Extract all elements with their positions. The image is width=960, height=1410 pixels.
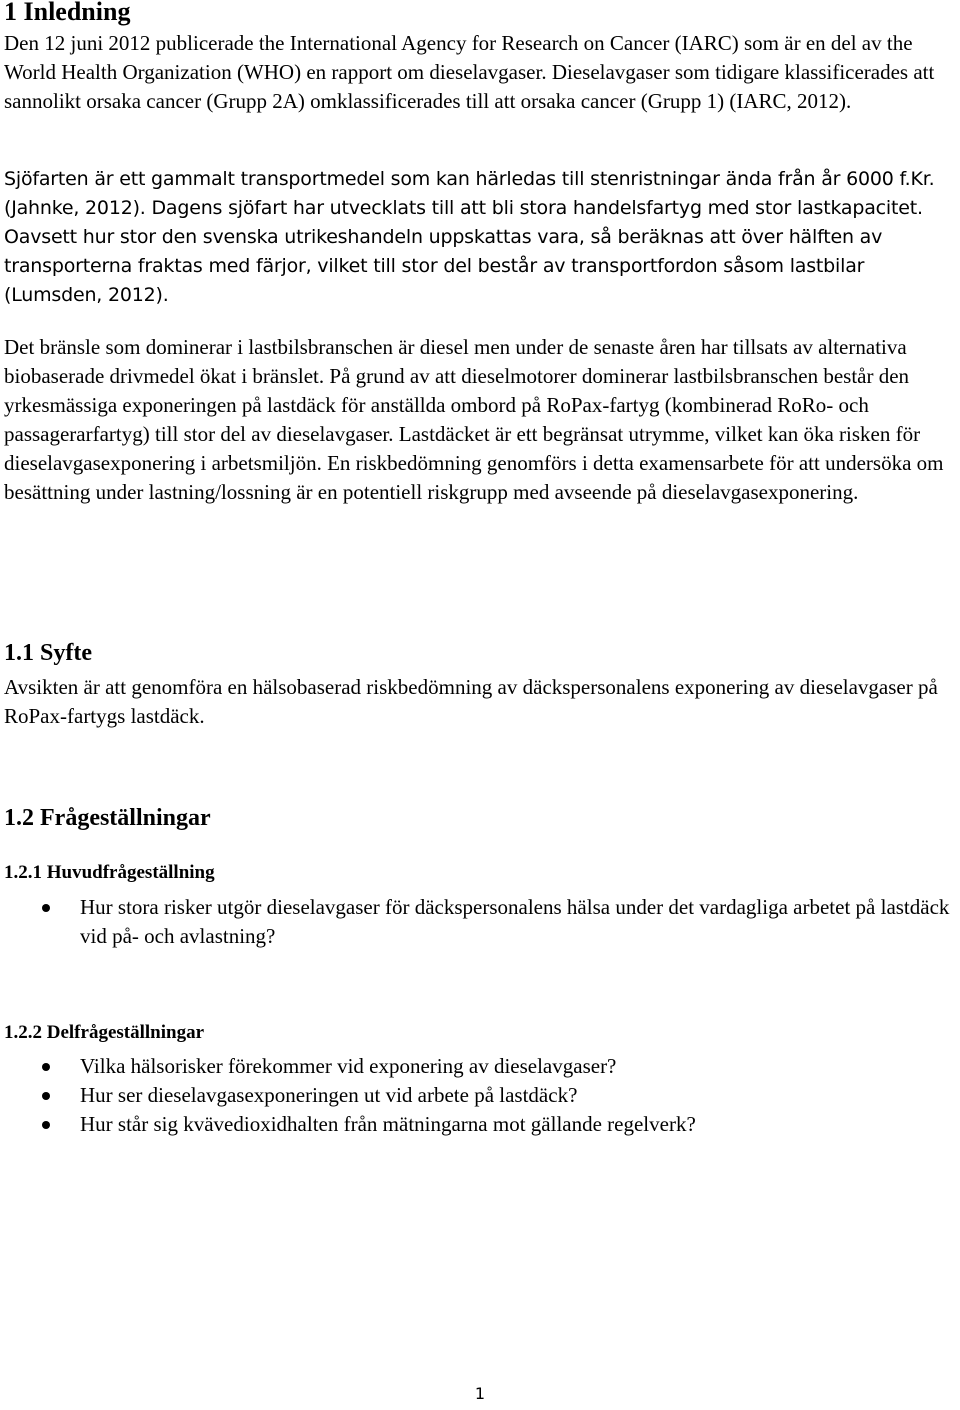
section-heading-syfte: 1.1 Syfte <box>4 640 92 666</box>
list-item <box>4 1081 956 1110</box>
list-item <box>4 1052 956 1081</box>
section-heading-fragestallningar: 1.2 Frågeställningar <box>4 805 211 831</box>
list-item-text: Hur stora risker utgör dieselavgaser för däckspersonalens hälsa under det vardagliga arbetet på lastdäck vid på- och avlastning? <box>80 895 950 948</box>
subsection-heading-huvudfragestallning: 1.2.1 Huvudfrågeställning <box>4 862 215 883</box>
paragraph-iarc: Den 12 juni 2012 publicerade the International Agency for Research on Cancer (IARC) som är en del av the World Health Organization (WHO) en rapport om dieselavgaser. Dieselavgaser som tidigare klassificerades att sannolikt orsaka cancer (Grupp 2A) omklassificerades till att orsaka cancer (Grupp 1) (IARC, 2012). <box>4 31 935 113</box>
list-item-text: Hur ser dieselavgasexponeringen ut vid arbete på lastdäck? <box>80 1083 578 1107</box>
list-item-text: Vilka hälsorisker förekommer vid exponering av dieselavgaser? <box>80 1054 617 1078</box>
bullet-list-huvudfragestallning <box>4 893 956 951</box>
bullet-icon <box>42 1121 50 1129</box>
subsection-heading-delfragestallningar: 1.2.2 Delfrågeställningar <box>4 1022 205 1043</box>
list-item-text: Hur står sig kvävedioxidhalten från mätningarna mot gällande regelverk? <box>80 1112 696 1136</box>
section-heading-inledning: 1 Inledning <box>4 0 131 26</box>
page-number: 1 <box>474 1384 486 1403</box>
paragraph-bransle: Det bränsle som dominerar i lastbilsbranschen är diesel men under de senaste åren har tillsats av alternativa biobaserade drivmedel ökat i bränslet. På grund av att dieselmotorer dominerar lastbilsbranschen består den yrkesmässiga exponeringen på lastdäck för anställda ombord på RoPax-fartyg (kombinerad RoRo- och passagerarfartyg) till stor del av dieselavgaser. Lastdäcket är ett begränsat utrymme, vilket kan öka risken för dieselavgasexponering i arbetsmiljön. En riskbedömning genomförs i detta examensarbete för att undersöka om besättning under lastning/lossning är en potentiell riskgrupp med avseende på dieselavgasexponering. <box>4 335 944 504</box>
bullet-list-delfragestallningar <box>4 1052 956 1139</box>
list-item <box>4 1110 956 1139</box>
paragraph-sjofarten: Sjöfarten är ett gammalt transportmedel som kan härledas till stenristningar ända från år 6000 f.Kr. (Jahnke, 2012). Dagens sjöfart har utvecklats till att bli stora handelsfartyg med stor lastkapacitet. Oavsett hur stor den svenska utrikeshandeln uppskattas vara, så beräknas att över hälften av transporterna fraktas med färjor, vilket till stor del består av transportfordon såsom lastbilar (Lumsden, 2012). <box>4 168 935 306</box>
paragraph-syfte: Avsikten är att genomföra en hälsobaserad riskbedömning av däckspersonalens exponering av dieselavgaser på RoPax-fartygs lastdäck. <box>4 675 938 728</box>
list-item <box>4 893 956 951</box>
bullet-icon <box>42 1063 50 1071</box>
bullet-icon <box>42 904 50 912</box>
bullet-icon <box>42 1092 50 1100</box>
